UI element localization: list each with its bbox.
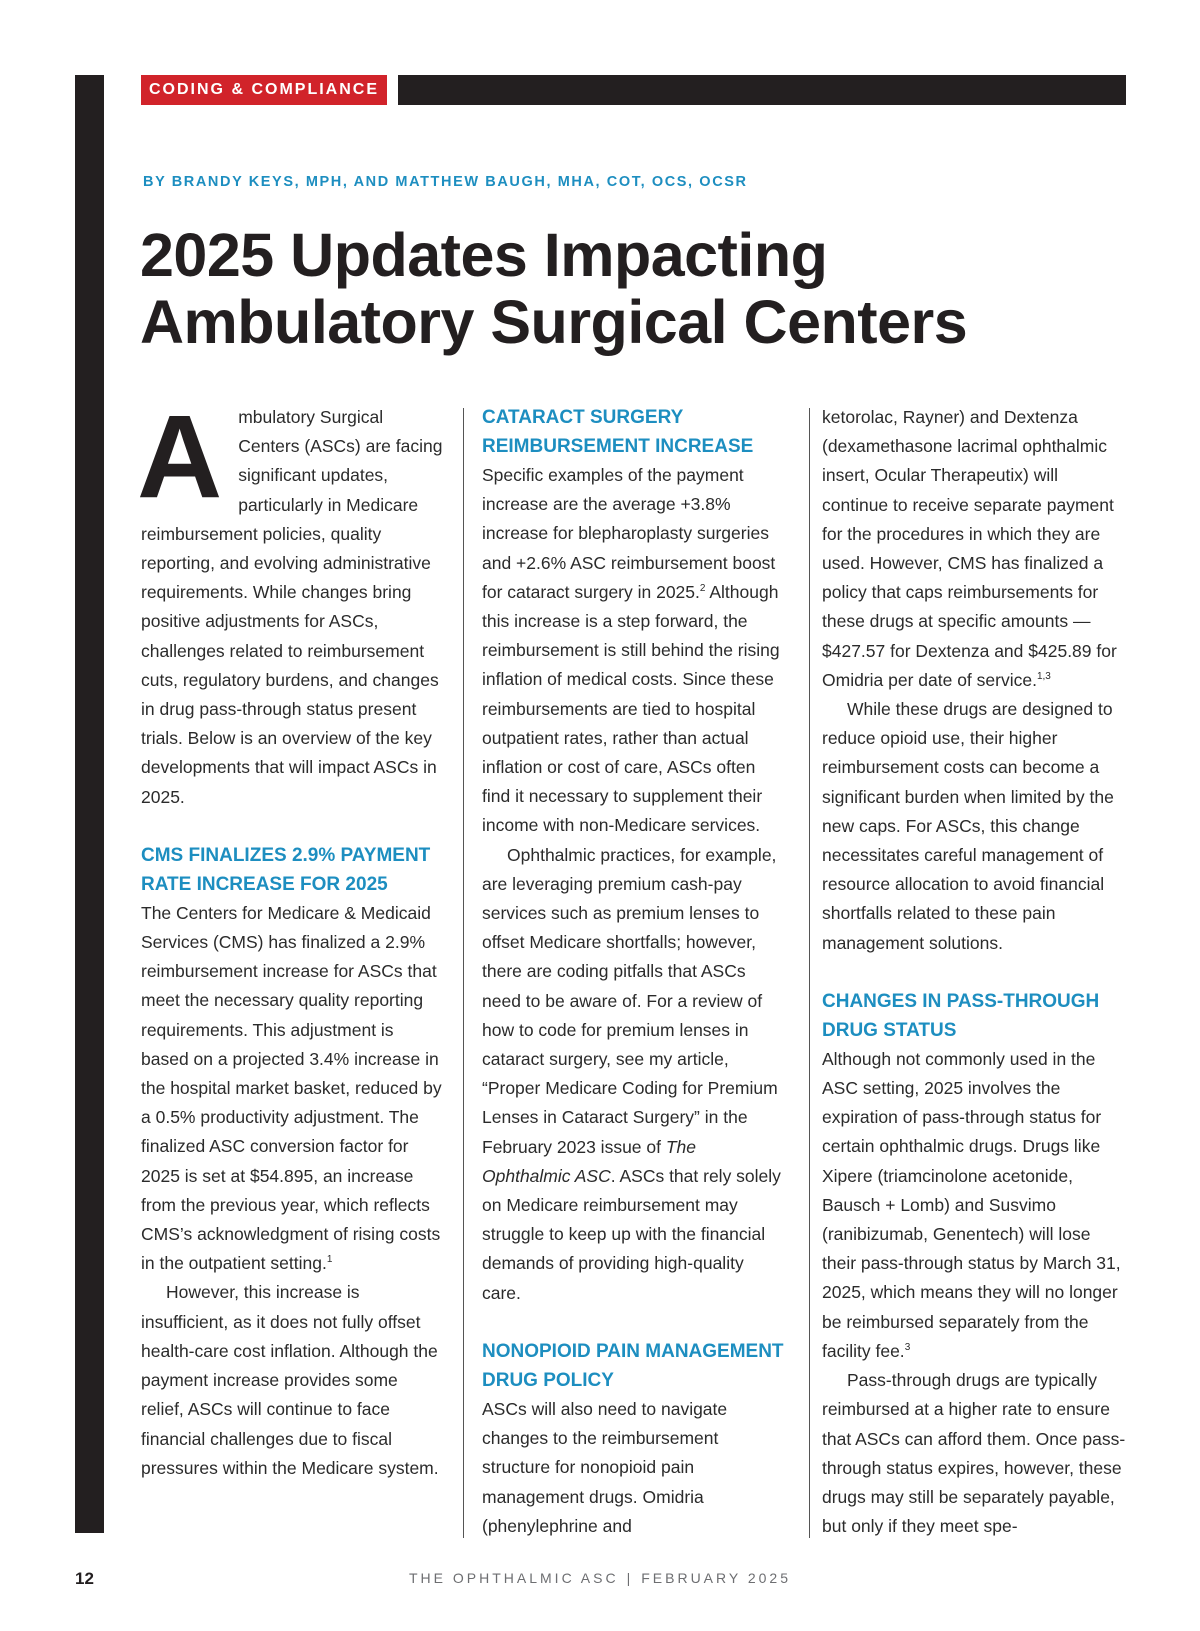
column-3 bbox=[822, 403, 1127, 1541]
column-divider bbox=[809, 408, 810, 1538]
body-paragraph: ASCs will also need to navigate changes to the reimbursement structure for nonopioid pain management drugs. Omidria (phenylephrine and bbox=[482, 1398, 728, 1536]
section-heading: CHANGES IN PASS-THROUGH DRUG STATUS bbox=[822, 990, 1100, 1041]
body-paragraph: Pass-through drugs are typically reimbursed at a higher rate to ensure that ASCs can afford them. Once pass-through status expires, however, these drugs may still be separately payable, but only if they meet spe- bbox=[822, 1370, 1126, 1537]
article-title bbox=[140, 222, 1140, 356]
left-decorative-bar bbox=[75, 75, 104, 1533]
footer-separator: | bbox=[626, 1570, 634, 1586]
footnote-ref: 1,3 bbox=[1036, 670, 1051, 682]
publication-title: The Ophthalmic ASC bbox=[482, 1136, 697, 1186]
title-line-1: 2025 Updates Impacting bbox=[140, 221, 828, 289]
top-decorative-bar bbox=[398, 75, 1126, 105]
column-1 bbox=[137, 391, 445, 1483]
intro-paragraph bbox=[137, 391, 445, 812]
drop-cap: A bbox=[137, 391, 223, 523]
intro-text: mbulatory Surgical Centers (ASCs) are facing significant updates, particularly in Medicare reimbursement policies, quality reporting, and evolving administrative requirements. While changes bring positive adjustments for ASCs, challenges related to reimbursement cuts, regulatory burdens, and changes in drug pass-through status present trials. Below is an overview of the key developments that will impact ASCs in 2025. bbox=[141, 407, 443, 807]
body-paragraph: Specific examples of the payment increase are the average +3.8% increase for blepharoplasty surgeries and +2.6% ASC reimbursement boost for cataract surgery in 2025.$^2$ Although this increase is a step forward, the reimbursement is still behind the rising inflation of medical costs. Since these reimbursements are tied to hospital outpatient rates, rather than actual inflation or cost of care, ASCs often find it necessary to supplement their income with non-Medicare services. bbox=[482, 465, 780, 836]
page-number: 12 bbox=[75, 1569, 94, 1588]
footer-publication-line bbox=[0, 1570, 1200, 1586]
section-heading: NONOPIOID PAIN MANAGEMENT DRUG POLICY bbox=[482, 1340, 784, 1391]
section-heading: CATARACT SURGERY REIMBURSEMENT INCREASE bbox=[482, 407, 754, 457]
column-2 bbox=[482, 403, 787, 1541]
body-paragraph: The Centers for Medicare & Medicaid Services (CMS) has finalized a 2.9% reimbursement increase for ASCs that meet the necessary quality reporting requirements. This adjustment is based on a projected 3.4% increase in the hospital market basket, reduced by a 0.5% productivity adjustment. The finalized ASC conversion factor for 2025 is set at $54.895, an increase from the previous year, which reflects CMS’s acknowledgment of rising costs in the outpatient setting.$^1$ bbox=[141, 902, 442, 1274]
title-line-2: Ambulatory Surgical Centers bbox=[140, 288, 968, 356]
body-paragraph: While these drugs are designed to reduce opioid use, their higher reimbursement costs can become a significant burden when limited by the new caps. For ASCs, this change necessitates careful management of resource allocation to avoid financial shortfalls related to these pain management solutions. bbox=[822, 699, 1114, 953]
issue-date: FEBRUARY 2025 bbox=[641, 1570, 791, 1586]
column-divider bbox=[463, 408, 464, 1538]
section-tag: CODING & COMPLIANCE bbox=[141, 75, 387, 105]
publication-name: THE OPHTHALMIC ASC bbox=[409, 1570, 619, 1586]
byline: BY BRANDY KEYS, MPH, AND MATTHEW BAUGH, MHA, COT, OCS, OCSR bbox=[143, 174, 748, 190]
footnote-ref: 2 bbox=[699, 582, 706, 594]
body-paragraph: Although not commonly used in the ASC setting, 2025 involves the expiration of pass-through status for certain ophthalmic drugs. Drugs like Xipere (triamcinolone acetonide, Bausch + Lomb) and Susvimo (ranibizumab, Genentech) will lose their pass-through status by March 31, 2025, which means they will no longer be reimbursed separately from the facility fee.$^3$ bbox=[822, 1048, 1121, 1361]
section-heading: CMS FINALIZES 2.9% PAYMENT RATE INCREASE FOR 2025 bbox=[141, 844, 431, 895]
footnote-ref: 3 bbox=[904, 1341, 911, 1353]
footnote-ref: 1 bbox=[326, 1254, 333, 1266]
body-paragraph: ketorolac, Rayner) and Dextenza (dexamethasone lacrimal ophthalmic insert, Ocular Therapeutix) will continue to receive separate payment for the procedures in which they are used. However, CMS has finalized a policy that caps reimbursements for these drugs at specific amounts — $427.57 for Dextenza and $425.89 for Omidria per date of service.$^{1,3}$ bbox=[822, 407, 1117, 690]
body-paragraph: Ophthalmic practices, for example, are leveraging premium cash-pay services such as premium lenses to offset Medicare shortfalls; however, there are coding pitfalls that ASCs need to be aware of. For a review of how to code for premium lenses in cataract surgery, see my article, “Proper Medicare Coding for Premium Lenses in Cataract Surgery” in the February 2023 issue of The Ophthalmic ASC. ASCs that rely solely on Medicare reimbursement may struggle to keep up with the financial demands of providing high-quality care. bbox=[482, 844, 781, 1303]
body-paragraph: However, this increase is insufficient, as it does not fully offset health-care cost inflation. Although the payment increase provides some relief, ASCs will continue to face financial challenges due to fiscal pressures within the Medicare system. bbox=[141, 1282, 439, 1478]
